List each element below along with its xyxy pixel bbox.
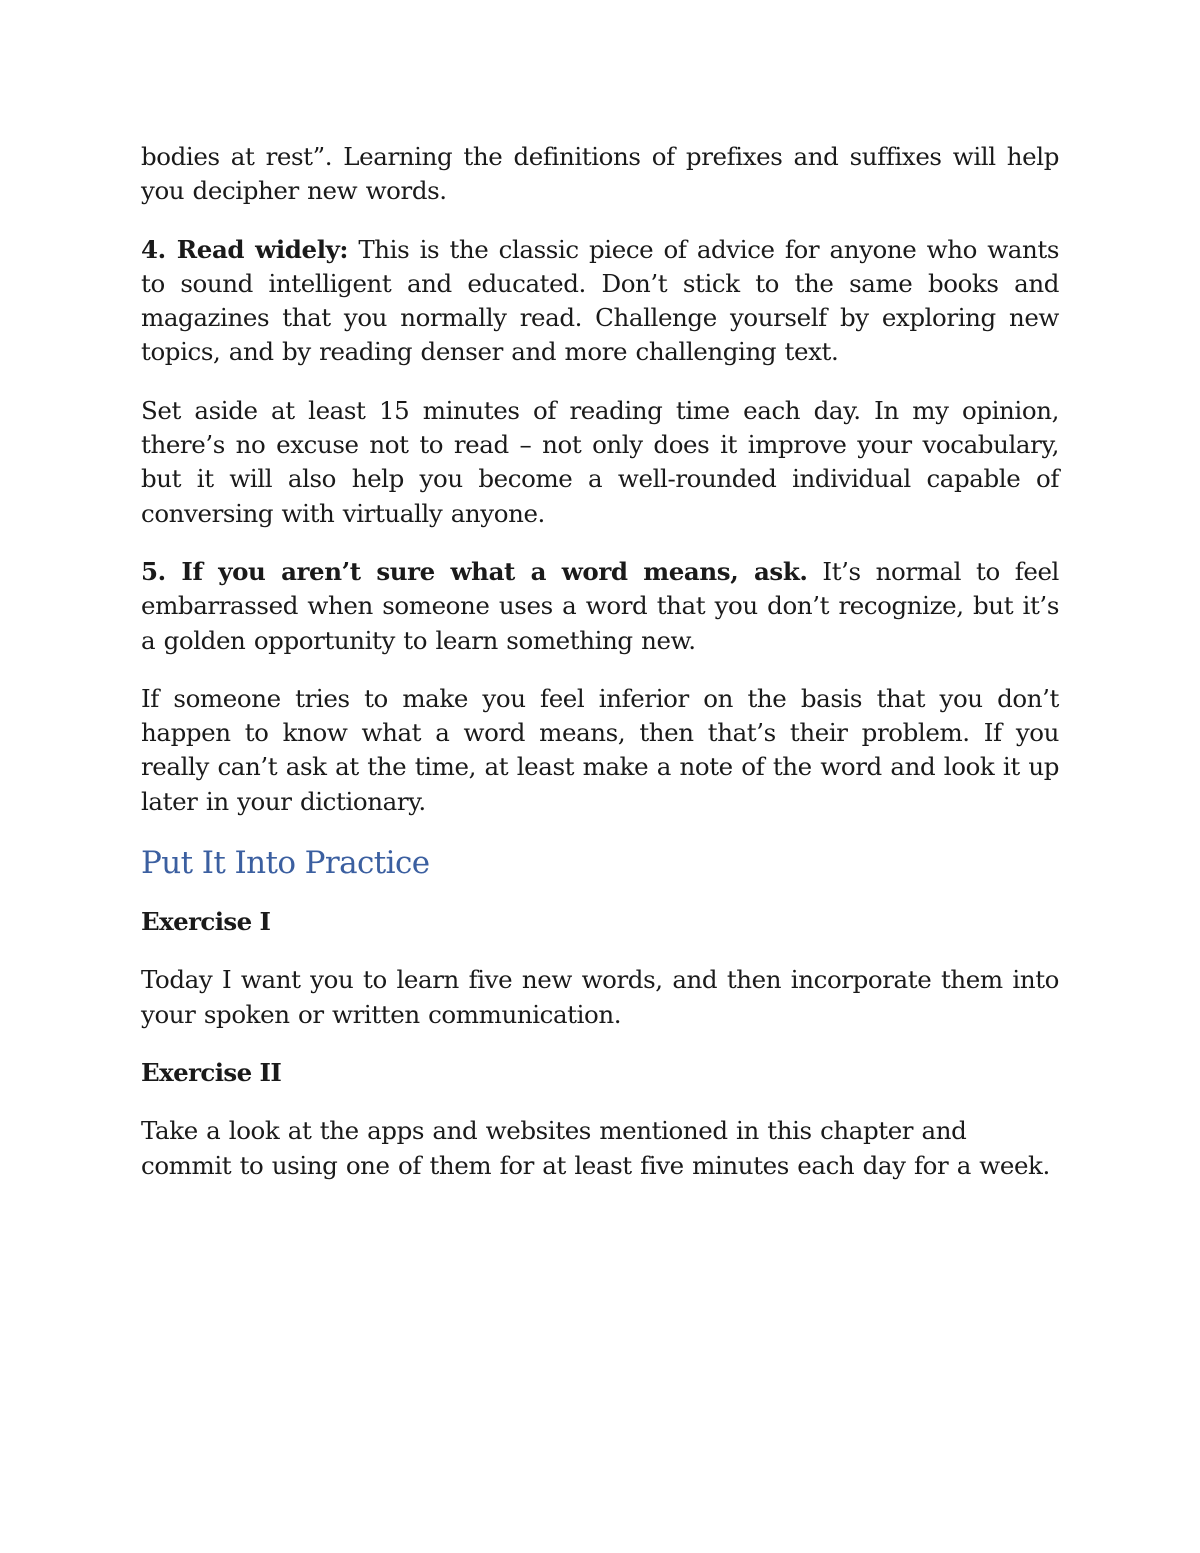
- paragraph-inferior-text: If someone tries to make you feel inferior on the basis that you don’t happen to know what a word means, then that’s their problem. If you really can’t ask at the time, at least make a note of the word and look it up later in your dictionary.: [141, 683, 1059, 816]
- paragraph-read-widely: [141, 233, 1059, 370]
- paragraph-reading-time-text: Set aside at least 15 minutes of reading time each day. In my opinion, there’s no excuse not to read – not only does it improve your vocabulary, but it will also help you become a well-rounded individual capable of conversing with virtually anyone.: [141, 395, 1059, 528]
- exercise-2-title: Exercise II: [141, 1057, 282, 1087]
- tip-4-text: This is the classic piece of advice for anyone who wants to sound intelligent and educated. Don’t stick to the same books and magazines that you normally read. Challenge yourself by exploring new topics, and by reading denser and more challenging text.: [141, 234, 1059, 367]
- tip-5-text: It’s normal to feel embarrassed when someone uses a word that you don’t recognize, but it’s a golden opportunity to learn something new.: [141, 556, 1059, 655]
- paragraph-ask: [141, 555, 1059, 658]
- exercise-1-title: Exercise I: [141, 907, 271, 937]
- document-page: [141, 140, 1059, 1207]
- exercise-2-text: Take a look at the apps and websites mentioned in this chapter and commit to using one of them for at least five minutes each day for a week.: [141, 1116, 1050, 1180]
- tip-4-label: 4. Read widely:: [141, 234, 349, 264]
- paragraph-reading-time: [141, 394, 1059, 531]
- tip-5-label: 5. If you aren’t sure what a word means, ask.: [141, 556, 808, 586]
- paragraph-prefixes: [141, 140, 1059, 209]
- exercise-1-text: Today I want you to learn five new words, and then incorporate them into your spoken or written communication.: [141, 965, 1059, 1029]
- paragraph-prefixes-text: bodies at rest”. Learning the definitions of prefixes and suffixes will help you decipher new words.: [141, 142, 1059, 206]
- paragraph-inferior: [141, 682, 1059, 819]
- section-heading: Put It Into Practice: [141, 845, 430, 882]
